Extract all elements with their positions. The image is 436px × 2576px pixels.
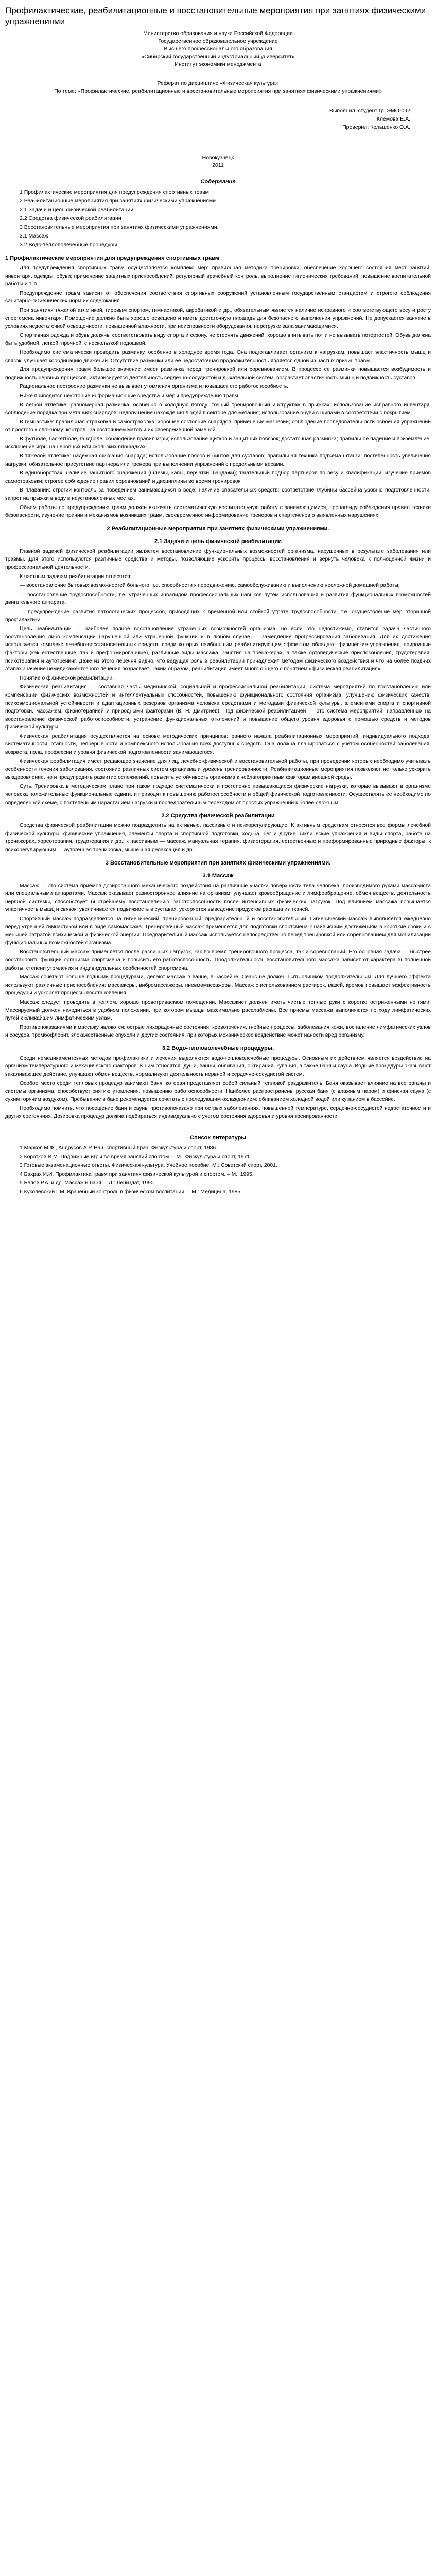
toc-item[interactable]: 3 Восстановительные мероприятия при занятиях физическими упражнениями. (20, 224, 219, 230)
paragraph: Суть. Тренировка в методическом плане при таком подходе систематически и постепенно повышающиеся физические нагрузки, которые вызывают в организме человека положительные функциональные сдвиги, и приводят к повышению работоспособности и общей физической подготовленности. Осуществлять её необходимо по определенной схеме, с постепенным нарастанием нагрузки и последовательным переходом от простых упражнений к более сложным. (5, 784, 431, 806)
institution-header (5, 30, 431, 69)
paragraph: — восстановление трудоспособности, т.е. утраченных инвалидом профессиональных навыков путем использования и развития функциональных возможностей двигательного аппарата; (5, 591, 431, 606)
paragraph: В единоборствах: наличие защитного снаряжения (шлемы, капы, перчатки, бандажи); тщательный подбор партнеров по весу и квалификации; изучение приемов самостраховки; строгое соблюдение правил соревнований и дисциплины во время тренировок. (5, 470, 431, 484)
paragraph: Восстановительный массаж применяется после различных нагрузок, как во время тренировочного процесса, так и соревнований. Его основная задача — быстрее восстановить функции организма спортсмена и повысить его работоспособность. Продолжительность восстановительного массажа зависит от характера выполненной работы, степени утомления и индивидуальных особенностей спортсмена. (5, 949, 431, 971)
header-line: Высшего профессионального образования (164, 46, 272, 52)
paragraph: В тяжелой атлетике: надежная фиксация снаряда; использование поясов и бинтов для суставов; правильная техника подъема штанги; постепенность увеличения нагрузки; обязательное присутствие партнера или тренера при выполнении упражнений с предельными весами. (5, 453, 431, 467)
section-heading: 2 Реабилитационные мероприятия при занятиях физическими упражнениями. (107, 525, 329, 532)
paragraph: Массаж — это система приемов дозированного механического воздействия на различные участки поверхности тела человека, производимого руками массажиста или специальными аппаратами. Массаж оказывает разностороннее влияние на организм: улучшает кровообращение и лимфообращение, обмен веществ, деятельность нервной системы, способствует быстрейшему восстановлению работоспособности после интенсивных физических нагрузок. Под влиянием массажа повышается эластичность мышц и связок, увеличивается подвижность в суставах, ускоряется выведение продуктов распада из тканей. (5, 883, 431, 913)
section-heading: 3.1 Массаж (202, 872, 234, 879)
paragraph: Объем работы по предупреждению травм должен включать систематическую воспитательную работу с занимающимися, пропаганду соблюдения правил техники безопасности, изучение причин и механизмов возникших травм, своевременное информирование тренеров и спортсменов о выявленных нарушениях. (5, 504, 431, 519)
literature-item: 4 Бахрах И.И. Профилактика травм при занятиях физической культурой и спортом. – М., 1995. (20, 1171, 254, 1177)
paragraph: — восстановление бытовых возможностей больного, т.е. способности к передвижению, самообслуживанию и выполнению несложной домашней работы; (20, 583, 400, 589)
paragraph: Массаж сочетают больше водными процедурами, делают массаж в ванне, в бассейне. Сеанс не должен быть слишком продолжительным. Для лучшего эффекта используют различные приспособления: массажеры, вибромассажеры, пневмомассажеры. Массаж с использованием растирок, мазей, кремов повышает эффективность процедуры и ускоряет процессы восстановления. (5, 974, 431, 996)
paragraph: Спортивный массаж подразделяется на гигиенический, тренировочный, предварительный и восстановительный. Гигиенический массаж выполняется ежедневно перед утренней гимнастикой или в виде самомассажа. Тренировочный массаж применяется для подготовки спортсмена к наивысшим достижениям в короткие сроки и с меньшей затратой психической и физической энергии. Предварительный массаж используется непосредственно перед тренировкой или соревнованием для мобилизации функциональных возможностей организма. (5, 916, 431, 946)
paragraph: Для предупреждения спортивных травм осуществляется комплекс мер: правильная методика тренировки; обеспечение хорошего состояния мест занятий, инвентаря, одежды, обуви; применение защитных приспособлений, регулярный врачебный контроль, выполнение гигиенических требований, повышение воспитательной работы и т. п. (5, 265, 431, 287)
section-heading: 2.2 Средства физической реабилитации (161, 812, 275, 819)
toc-item[interactable]: 2.2 Средства физической реабилитации (20, 215, 121, 222)
header-line: «Сибирский государственный индустриальный университет» (141, 54, 295, 60)
paragraph: Предупреждение травм зависит от обеспечения соответствия спортивных сооружений установленным государственным стандартам и строгого соблюдения санитарно-гигиенических норм их содержания. (5, 290, 431, 304)
toc-item[interactable]: 1 Профилактические мероприятия для предупреждения спортивных травм (20, 189, 209, 195)
paragraph: Среди немедикаментозных методов профилактики и лечения выделяются водо-тепловолечебные процедуры. Основным их действием является воздействие на организм температурного и механического факторов. К ним относятся: души, ванны, обливания, обтирания, купания, а также баня и сауна. Водные процедуры оказывают закаливающее действие, улучшают обмен веществ, нормализуют деятельность нервной и сердечно-сосудистой систем. (5, 1055, 431, 1078)
literature-item: 1 Марков М.Ф., Андрусов А.Р. Наш спортивный врач. Физкультура и спорт, 1986. (20, 1145, 218, 1151)
paragraph: Необходимо помнить, что посещение бани и сауны противопоказано при острых заболеваниях, повышенной температуре, сердечно-сосудистой недостаточности и других состояниях. Дозировка процедур должна подбираться индивидуально с учетом состояния здоровья и уровня тренированности. (5, 1106, 431, 1120)
paragraph: При занятиях тяжелой атлетикой, гиревым спортом, гимнастикой, акробатикой и др., обязательным является наличие исправного и соответствующего весу и росту спортсмена инвентаря. Помещение должно быть хорошо освещено и иметь достаточную площадь для безопасного выполнения упражнений. Не допускается занятие в условиях недостаточной освещенности, повышенной влажности, при неисправности оборудования, перегрузке зала занимающимися. (5, 307, 431, 330)
paragraph: Цель реабилитации — наиболее полное восстановление утраченных возможностей организма, но если это недостижимо, ставится задача частичного восстановления либо компенсации нарушенной или утраченной функции и в любом случае — замедление прогрессирования заболевания. Для их достижения используется комплекс лечебно-восстановительных средств, среди которых наибольшим реабилитирующим эффектом обладают физические упражнения, природные факторы (как естественные, так и преформированные), различные виды массажа, занятия на тренажерах, а также ортопедические приспособления, трудотерапия, психотерапия и аутотренинг. Даже из этого перечня видно, что ведущая роль в реабилитации принадлежит методам физического воздействия и что на более поздних этапах значение немедикаментозного лечения возрастает. Таким образом, реабилитация имеет много общего с понятием «физическая реабилитация». (5, 626, 431, 672)
subject-line: Реферат по дисциплине «Физическая культура» (157, 80, 279, 87)
header-line: Министерство образования и науки Российской Федерации (143, 30, 293, 37)
toc-item[interactable]: 2 Реабилитационные мероприятия при занятиях физическими упражнениями (20, 198, 216, 204)
paragraph: Особое место среди тепловых процедур занимают баня, которая представляет собой сильный тепловой раздражитель. Баня оказывает влияние на все органы и системы организма, способствует снятию утомления, повышению работоспособности. Наиболее распространены русская баня (с влажным паром) и финская сауна (с сухим горячим воздухом). Пребывание в бане рекомендуется сочетать с последующим охлаждением: обливанием холодной водой или купанием в бассейне. (5, 1080, 431, 1103)
paragraph: В гимнастике: правильная страховка и самостраховка; хорошее состояние снарядов; применение магнезии; соблюдение последовательности освоения упражнений от простого к сложному; контроль за состоянием матов и их своевременной заменой. (5, 419, 431, 433)
paragraph: Физическая реабилитация осуществляется на основе методических принципов: раннего начала реабилитационных мероприятий, индивидуального подхода, систематичности, этапности, непрерывности и комплексного использования всех доступных средств. Она должна планироваться с учетом особенностей заболевания, возраста, пола, профессии и уровня физической подготовленности занимающегося. (5, 733, 431, 756)
signature-line: Проверил: Кельшенко О.А. (342, 124, 410, 130)
literature-item: 2 Коротков И.М. Подвижные игры во время занятий спортом. – М.: Физкультура и спорт, 1971. (20, 1154, 251, 1160)
paragraph: Спортивная одежда и обувь должны соответствовать виду спорта и сезону, не стеснять движений, хорошо впитывать пот и не вызывать потертостей. Обувь должна быть удобной, легкой, прочной, с нескользкой подошвой. (5, 332, 431, 347)
document-title: Профилактические, реабилитационные и восстановительные мероприятия при занятиях физическими упражнениями (5, 6, 426, 26)
city: Новокузнецк (202, 155, 234, 161)
paragraph: К частным задачам реабилитации относятся: (20, 573, 132, 580)
signature-block (5, 107, 431, 131)
paragraph: Физическая реабилитация — составная часть медицинской, социальной и профессиональной реабилитации, система мероприятий по восстановлению или компенсации физических возможностей и интеллектуальных способностей, повышению функционального состояния организма, улучшению физических качеств, психоэмоциональной устойчивости и адаптационных резервов организма человека средствами и методами физической культуры, элементами спорта и спортивной подготовки, массажем, физиотерапией и природными факторами (В. Н. Дмитриев). Под физической реабилитацией — это система мероприятий, направленных на восстановление физической работоспособности, устранение функциональных отклонений и повышение общего уровня здоровья с помощью средств и методов физической культуры. (5, 684, 431, 731)
toc-item[interactable]: 3.2 Водо-тепловолечебные процедуры (20, 242, 117, 248)
paragraph: Физическая реабилитация имеет решающее значение для лиц, лечебно-физической и восстановительной работы, при проведении которых необходимо учитывать особенности течения заболевания, состояние различных систем организма и уровень тренированности. Реабилитационные мероприятия позволяют не только ускорить выздоровление, но и предупредить развитие осложнений, повысить устойчивость организма к неблагоприятным факторам внешней среды. (5, 758, 431, 781)
toc-item[interactable]: 2.1 Задачи и цель физической реабилитации (20, 207, 134, 213)
toc-item[interactable]: 3.1 Массаж (20, 233, 48, 239)
section-heading: 1 Профилактические мероприятия для предупреждения спортивных травм (5, 255, 219, 261)
paragraph: — предупреждение развития патологических процессов, приводящих к временной или стойкой утрате трудоспособности, т.е. осуществление мер вторичной профилактики. (5, 608, 431, 623)
paragraph: В плавании: строгий контроль за поведением занимающихся в воде; наличие спасательных средств; соответствие глубины бассейна уровню подготовленности; запрет на прыжки в воду в неустановленных местах. (5, 487, 431, 502)
toc-heading: Содержание (200, 179, 236, 185)
paragraph: Противопоказаниями к массажу являются: острые лихорадочные состояния, кровотечения, гнойные процессы, заболевания кожи, воспаление лимфатических узлов и сосудов, тромбофлебит, злокачественные опухоли и другие состояния, при которых механическое воздействие может нанести вред организму. (5, 1024, 431, 1039)
signature-line: Клемова Е.А. (376, 116, 410, 122)
topic-line: По теме: «Профилактические, реабилитационные и восстановительные мероприятия при занятиях физическими упражнениями» (54, 88, 382, 94)
paragraph: Ниже приводится некоторые информационные средства и меры предупреждения травм. (20, 393, 240, 399)
literature-item: 3 Готовые экзаменационные ответы. Физическая культура. Учебное пособие. М.: Советский спорт, 2001. (20, 1162, 277, 1168)
table-of-contents (20, 188, 431, 249)
section-heading: 2.1 Задачи и цель физической реабилитации (154, 538, 282, 545)
paragraph: Массаж следует проводить в теплом, хорошо проветриваемом помещении. Массажист должен иметь чистые теплые руки с коротко остриженными ногтями. Массируемый должен находиться в удобном положении, при котором мышцы максимально расслаблены. Все приемы массажа выполняются по ходу лимфатических путей к ближайшим лимфатическим узлам. (5, 999, 431, 1022)
year: 2011 (212, 162, 224, 168)
literature-heading: Список литературы (190, 1134, 246, 1141)
paragraph: Необходимо систематически проводить разминку, особенно в холодное время года. Она подготавливает организм к нагрузкам, повышает эластичность мышц и связок, улучшает координацию движений. Отсутствие разминки или ее недостаточная продолжительность является одной из частых причин травм. (5, 349, 431, 364)
paragraph: Средства физической реабилитации можно подразделить на активные, пассивные и психорегулирующие. К активным средствам относятся все формы лечебной физической культуры: физические упражнения, элементы спорта и спортивной подготовки, ходьба, бег и другие циклические упражнения и виды спорта, работа на тренажерах, хореотерапия, трудотерапия и др.; к пассивным — массаж, мануальная терапия, физиотерапия, естественные и преформированные природные факторы; к психорегулирующим — аутогенная тренировка, мышечная релаксация и др. (5, 823, 431, 853)
header-line: Государственное образовательное учреждение (158, 38, 278, 44)
paragraph: В футболе, баскетболе, гандболе: соблюдение правил игры; использование щитков и защитных повязок; достаточная разминка; правильное падение и приземление; исключение игры на неровных или скользких площадках. (5, 436, 431, 450)
section-heading: 3.2 Водо-тепловолечебные процедуры. (162, 1045, 274, 1052)
paragraph: Главной задачей физической реабилитации является восстановление функциональных возможностей организма, нарушенных в результате заболевания или травмы. Для этого используются различные средства и методы, позволяющие ускорить процессы восстановления и вернуть человека к полноценной жизни и профессиональной деятельности. (5, 548, 431, 570)
literature-list (20, 1144, 431, 1196)
paragraph: Рациональное построение разминки не вызывает утомления организма и повышает его работоспособность. (20, 384, 289, 390)
header-line: Институт экономики менеджмента (175, 61, 261, 67)
paragraph: Для предупреждения травм большое значение имеет разминка перед тренировкой или соревнованием. В процессе ее разминки повышается возбудимость и подвижность нервных процессов, активизируется деятельность сердечно-сосудистой и дыхательной систем, возрастает эластичность мышц и подвижность суставов. (5, 367, 431, 381)
literature-item: 6 Куколевский Г.М. Врачебный контроль в физическом воспитании. – М.: Медицина, 1985. (20, 1189, 242, 1195)
document-body (5, 255, 431, 1121)
paragraph: Понятие о физической реабилитации. (20, 675, 114, 681)
section-heading: 3 Восстановительные мероприятия при занятиях физическими упражнениями. (105, 859, 331, 866)
literature-item: 5 Белов Р.А. и др. Массаж и баня. – Л.: Лениздат, 1990. (20, 1180, 155, 1186)
paragraph: В легкой атлетике: равномерная разминка, особенно в холодную погоду; точный тренировочный инструктаж в прыжках; использование исправного инвентаря; соблюдение порядка при метаниях снарядов; недопущение нахождения людей в секторе для метания; использование обуви с шипами в соответствии с покрытием. (5, 402, 431, 416)
signature-line: Выполнил: студент гр. ЭМО-092 (329, 108, 410, 114)
